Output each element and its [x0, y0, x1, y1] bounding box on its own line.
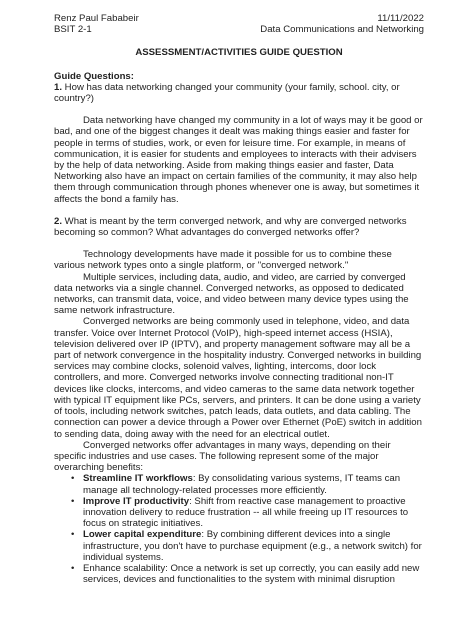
question-2: [54, 216, 424, 238]
benefit-text: Enhance scalability: Once a network is set up correctly, you can easily add new services, devices and functionalities to the system with minimal disruption: [83, 562, 420, 586]
course-name: Data Communications and Networking: [260, 24, 424, 36]
document-date: 11/11/2022: [377, 13, 424, 24]
benefit-item: [71, 562, 424, 586]
student-name: Renz Paul Fababeir: [54, 13, 139, 24]
question-2-number: 2.: [54, 215, 63, 227]
document-header: [54, 13, 424, 35]
benefit-item: [71, 529, 424, 563]
question-1-number: 1.: [54, 81, 63, 93]
benefit-text: : By combining different devices into a single infrastructure, you don't have to purchase equipment (e.g., a network switch) for individual systems.: [83, 529, 422, 563]
answer-2-paragraph: Technology developments have made it possible for us to combine these various network types onto a single platform, or "converged network.": [54, 249, 392, 272]
benefit-term: Improve IT productivity: [83, 495, 190, 507]
question-1-text: How has data networking changed your community (your family, school. city, or country?): [54, 81, 400, 105]
benefit-item: [71, 473, 424, 496]
benefit-text: : By consolidating various systems, IT teams can manage all technology-related processes more efficiently.: [83, 473, 401, 496]
header-right: [260, 13, 424, 35]
student-section: BSIT 2-1: [54, 24, 92, 36]
benefit-term: Streamline IT workflows: [83, 473, 193, 485]
answer-2-paragraph: Converged networks offer advantages in many ways, depending on their specific industries and use cases. The following represent some of the major overarching benefits:: [54, 439, 391, 474]
document-title: ASSESSMENT/ACTIVITIES GUIDE QUESTION: [135, 47, 343, 59]
answer-2-paragraph: Converged networks are being commonly used in telephone, video, and data transfer. Voice over Internet Protocol (VoIP), high-speed internet access (HSIA), television delivered over IP (IPTV), and property management software may all be a part of network convergence in the hospitality industry. Converged networks in building services may combine clocks, solenoid valves, lighting, intercoms, door lock controllers, and more. Converged networks involve connecting traditional non-IT devices like clocks, intercoms, and video cameras to the same data network together with typical IT equipment like PCs, servers, and printers. It can be done using a variety of tools, including network switches, patch leads, data outlets, and data cabling. The connection can power a device through a Power over Ethernet (PoE) switch in addition to sending data, doing away with the need for an electrical outlet.: [54, 316, 422, 440]
guide-questions-label: Guide Questions:: [54, 70, 134, 82]
bullet: •: [71, 495, 75, 507]
benefit-item: [71, 495, 424, 530]
header-left: [54, 13, 139, 35]
benefit-term: Lower capital expenditure: [83, 529, 202, 541]
benefit-text: : Shift from reactive case management to proactive innovation delivery to reduce frustration -- all while freeing up IT resources to focus on strategic initiatives.: [83, 495, 409, 530]
benefits-list: [54, 473, 424, 585]
answer-1: Data networking have changed my community in a lot of ways may it be good or bad, and one of the biggest changes it dealt was making things easier and faster for people in terms of studies, work, or even for leisure time. For example, in means of communication, it is easier for students and employees to interacts with their advisers by the help of data networking. Aside from making things easier and faster, Data Networking also have an impact on certain families of the community, it may also help them through communication through phones whenever one is away, but sometimes it affects the bond a family has.: [54, 115, 423, 205]
question-1: [54, 82, 424, 104]
question-2-text: What is meant by the term converged network, and why are converged networks becoming so common? What advantages do converged networks offer?: [54, 215, 407, 239]
answer-2-paragraph: Multiple services, including data, audio, and video, are carried by converged data networks via a single channel. Converged networks, as opposed to dedicated networks, can transmit data, voice, and video between many device types using the same network infrastructure.: [54, 271, 409, 317]
bullet: •: [71, 473, 75, 485]
bullet: •: [71, 529, 75, 541]
bullet: •: [71, 562, 75, 574]
